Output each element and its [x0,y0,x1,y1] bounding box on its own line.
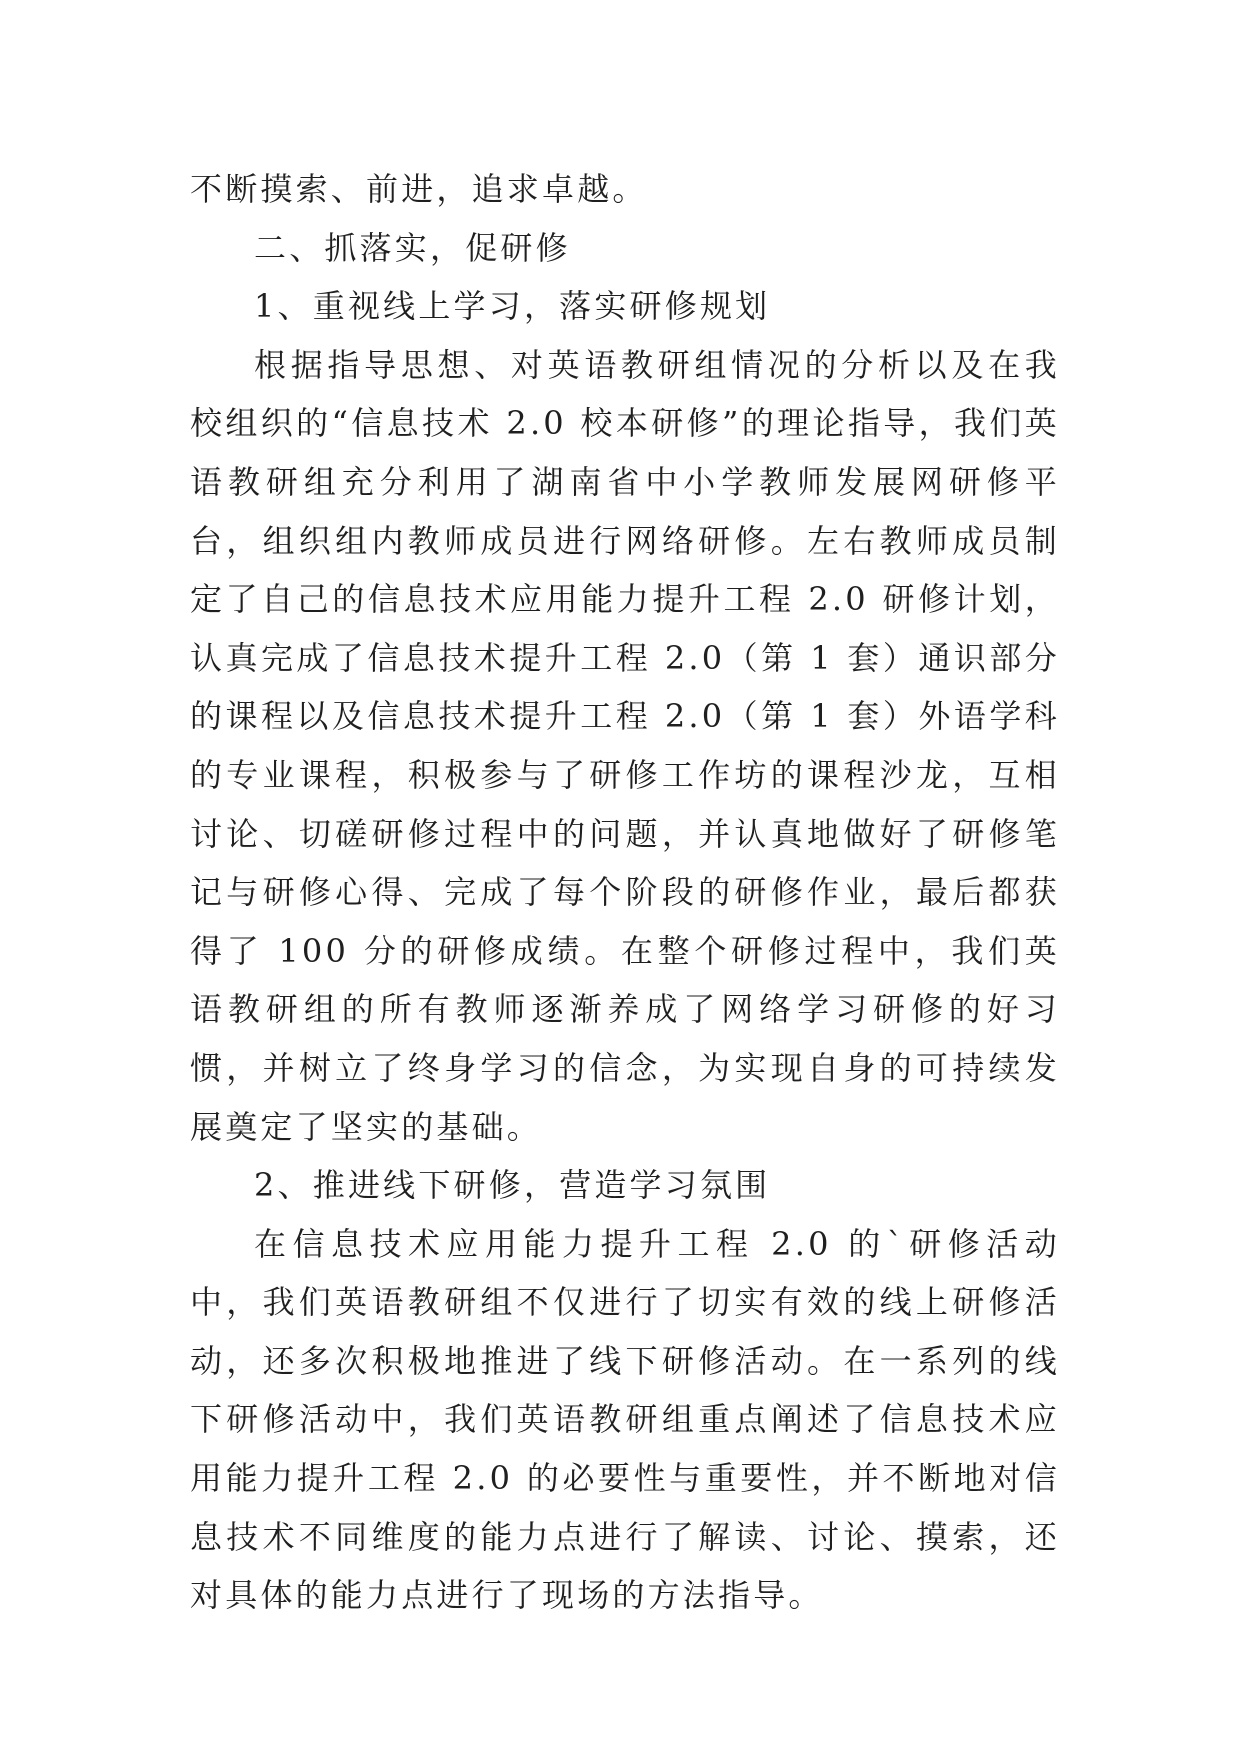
paragraph: 根据指导思想、对英语教研组情况的分析以及在我校组织的“信息技术 2.0 校本研修”的理论指导，我们英语教研组充分利用了湖南省中小学教师发展网研修平台，组织组内教师成员进行网络研修。左右教师成员制定了自己的信息技术应用能力提升工程 2.0 研修计划，认真完成了信息技术提升工程 2.0（第 1 套）通识部分的课程以及信息技术提升工程 2.0（第 1 套）外语学科的专业课程，积极参与了研修工作坊的课程沙龙，互相讨论、切磋研修过程中的问题，并认真地做好了研修笔记与研修心得、完成了每个阶段的研修作业，最后都获得了 100 分的研修成绩。在整个研修过程中，我们英语教研组的所有教师逐渐养成了网络学习研修的好习惯，并树立了终身学习的信念，为实现自身的可持续发展奠定了坚实的基础。 [190,345,1060,1146]
subsection-heading: 1、重视线上学习，落实研修规划 [254,287,771,326]
document-body [190,160,1060,1625]
subsection-heading: 2、推进线下研修，营造学习氛围 [254,1166,771,1205]
paragraph-continuation: 不断摸索、前进，追求卓越。 [190,170,648,208]
paragraph: 在信息技术应用能力提升工程 2.0 的`研修活动中，我们英语教研组不仅进行了切实有效的线上研修活动，还多次积极地推进了线下研修活动。在一系列的线下研修活动中，我们英语教研组重点阐述了信息技术应用能力提升工程 2.0 的必要性与重要性，并不断地对信息技术不同维度的能力点进行了解读、讨论、摸索，还对具体的能力点进行了现场的方法指导。 [190,1224,1060,1615]
section-heading: 二、抓落实，促研修 [254,228,571,267]
